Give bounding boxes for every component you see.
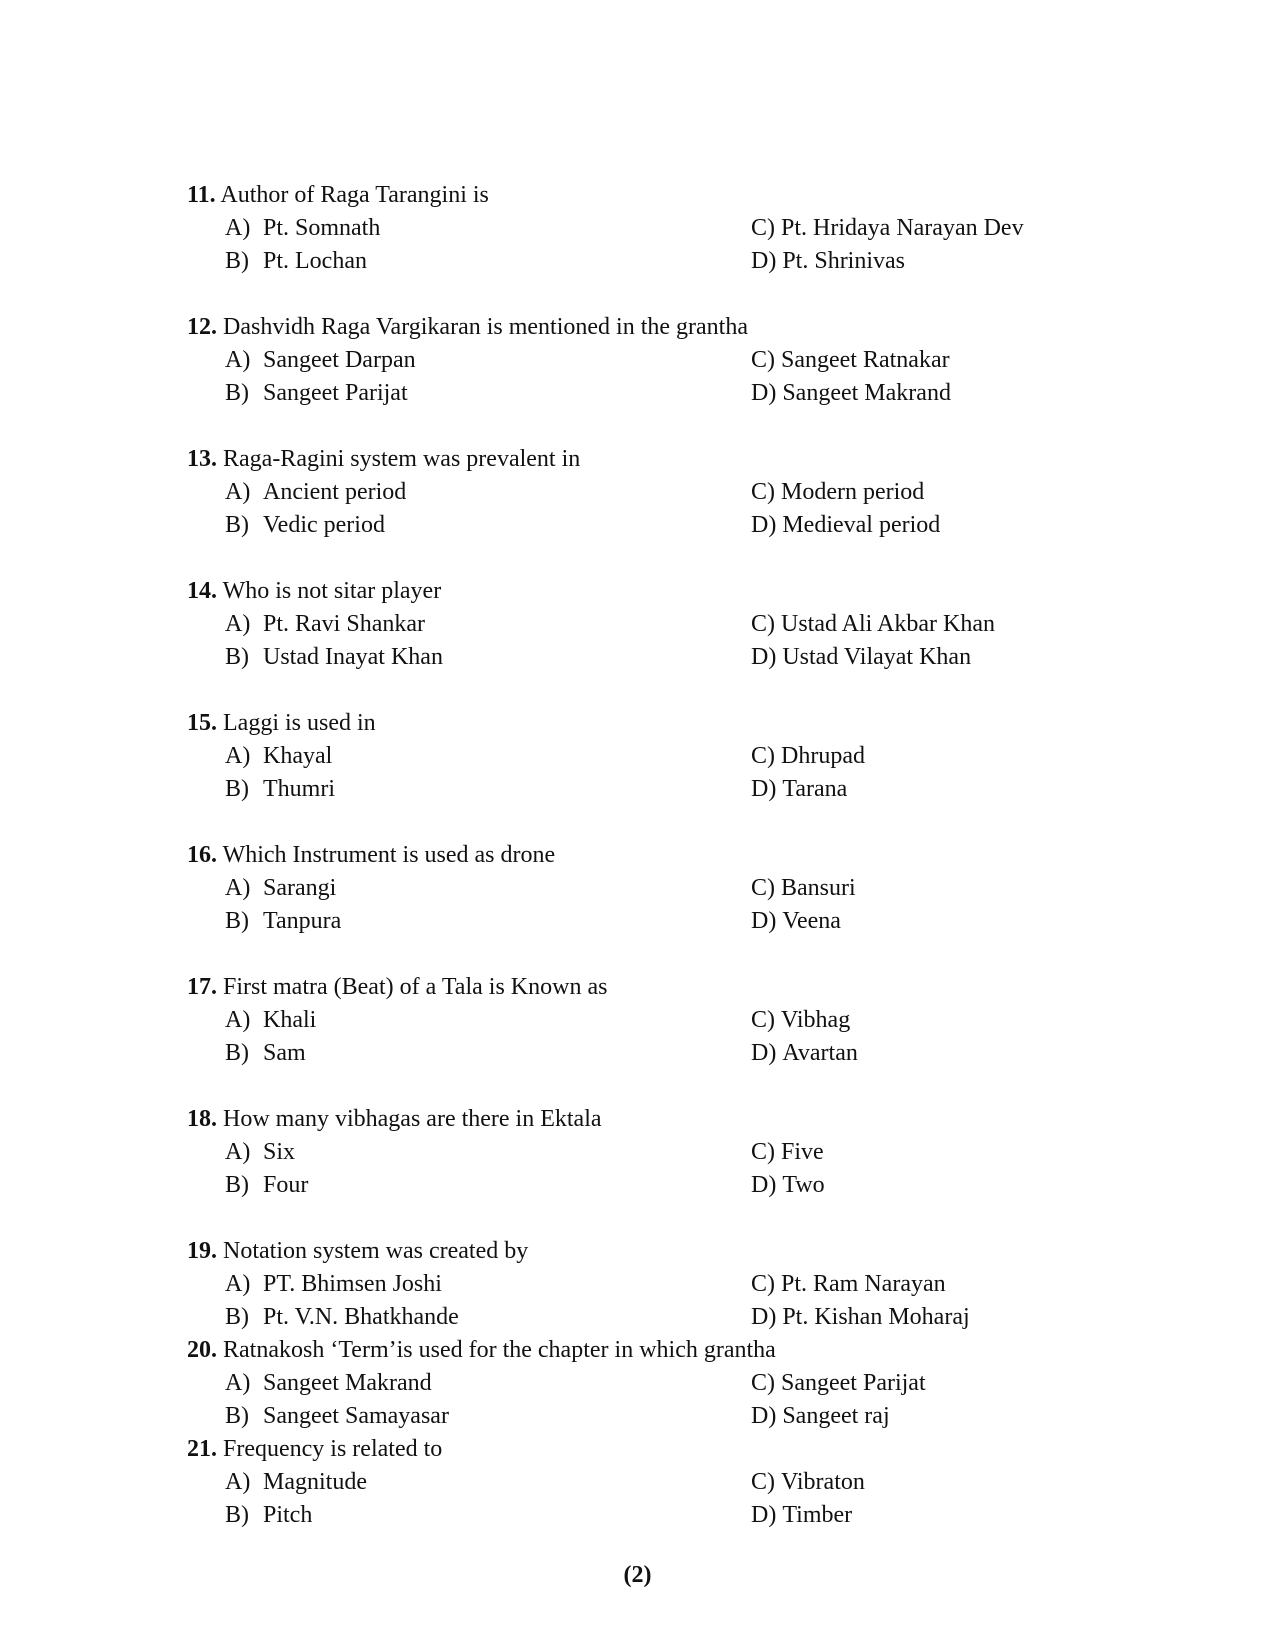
page-number: (2) <box>623 1562 652 1588</box>
question-number: 16. <box>187 842 217 868</box>
option-c: C) Vibhag <box>751 1007 851 1033</box>
question-number: 20. <box>187 1337 217 1363</box>
option-b: B) Sangeet Parijat <box>225 380 408 406</box>
question-number: 17. <box>187 974 217 1000</box>
option-a: A) Pt. Ravi Shankar <box>225 611 425 637</box>
option-b: B) Sangeet Samayasar <box>225 1403 449 1429</box>
option-b: B) Ustad Inayat Khan <box>225 644 443 670</box>
option-b: B) Pitch <box>225 1502 313 1528</box>
question-text: Notation system was created by <box>223 1238 529 1264</box>
question-text: Raga-Ragini system was prevalent in <box>223 446 581 472</box>
option-d: D) Medieval period <box>751 512 941 538</box>
options <box>187 212 1087 278</box>
question-text: Who is not sitar player <box>222 578 442 604</box>
option-d: D) Two <box>751 1172 825 1198</box>
question-stem <box>187 575 1087 608</box>
question-19 <box>187 1235 1087 1334</box>
question-17 <box>187 971 1087 1070</box>
options <box>187 872 1087 938</box>
option-c: C) Pt. Hridaya Narayan Dev <box>751 215 1024 241</box>
question-text: How many vibhagas are there in Ektala <box>223 1106 602 1132</box>
question-number: 13. <box>187 446 217 472</box>
option-b: B) Thumri <box>225 776 335 802</box>
question-stem <box>187 179 1087 212</box>
option-d: D) Veena <box>751 908 841 934</box>
option-a: A) Ancient period <box>225 479 407 505</box>
option-c: C) Ustad Ali Akbar Khan <box>751 611 995 637</box>
option-a: A) Magnitude <box>225 1469 367 1495</box>
options <box>187 740 1087 806</box>
option-a: A) Sangeet Makrand <box>225 1370 432 1396</box>
question-number: 19. <box>187 1238 217 1264</box>
question-stem <box>187 1334 1087 1367</box>
question-16 <box>187 839 1087 938</box>
option-a: A) Pt. Somnath <box>225 215 381 241</box>
question-number: 11. <box>187 182 216 208</box>
options <box>187 1466 1087 1532</box>
question-12 <box>187 311 1087 410</box>
option-c: C) Pt. Ram Narayan <box>751 1271 946 1297</box>
option-a: A) PT. Bhimsen Joshi <box>225 1271 442 1297</box>
option-b: B) Four <box>225 1172 309 1198</box>
option-b: B) Tanpura <box>225 908 342 934</box>
question-stem <box>187 1103 1087 1136</box>
question-text: First matra (Beat) of a Tala is Known as <box>223 974 608 1000</box>
question-18 <box>187 1103 1087 1202</box>
option-c: C) Sangeet Parijat <box>751 1370 926 1396</box>
question-stem <box>187 1433 1087 1466</box>
option-c: C) Sangeet Ratnakar <box>751 347 950 373</box>
options <box>187 1268 1087 1334</box>
option-d: D) Pt. Shrinivas <box>751 248 906 274</box>
question-20 <box>187 1334 1087 1433</box>
question-stem <box>187 707 1087 740</box>
option-a: A) Six <box>225 1139 296 1165</box>
option-a: A) Khali <box>225 1007 317 1033</box>
question-number: 21. <box>187 1436 217 1462</box>
question-text: Frequency is related to <box>223 1436 443 1462</box>
option-b: B) Pt. Lochan <box>225 248 367 274</box>
option-d: D) Sangeet Makrand <box>751 380 951 406</box>
question-number: 18. <box>187 1106 217 1132</box>
options <box>187 476 1087 542</box>
question-number: 12. <box>187 314 217 340</box>
question-stem <box>187 839 1087 872</box>
question-text: Dashvidh Raga Vargikaran is mentioned in the grantha <box>223 314 748 340</box>
question-14 <box>187 575 1087 674</box>
option-a: A) Sarangi <box>225 875 337 901</box>
question-13 <box>187 443 1087 542</box>
options <box>187 344 1087 410</box>
question-stem <box>187 971 1087 1004</box>
option-b: B) Sam <box>225 1040 306 1066</box>
option-c: C) Vibraton <box>751 1469 865 1495</box>
question-stem <box>187 311 1087 344</box>
option-a: A) Khayal <box>225 743 333 769</box>
option-c: C) Dhrupad <box>751 743 865 769</box>
options <box>187 608 1087 674</box>
option-d: D) Pt. Kishan Moharaj <box>751 1304 970 1330</box>
question-21 <box>187 1433 1087 1532</box>
question-15 <box>187 707 1087 806</box>
option-b: B) Vedic period <box>225 512 385 538</box>
question-text: Ratnakosh ‘Term’is used for the chapter in which grantha <box>223 1337 776 1363</box>
option-d: D) Sangeet raj <box>751 1403 890 1429</box>
question-number: 14. <box>187 578 217 604</box>
options <box>187 1004 1087 1070</box>
option-b: B) Pt. V.N. Bhatkhande <box>225 1304 459 1330</box>
question-stem <box>187 1235 1087 1268</box>
option-a: A) Sangeet Darpan <box>225 347 416 373</box>
option-d: D) Tarana <box>751 776 848 802</box>
question-text: Laggi is used in <box>223 710 376 736</box>
question-number: 15. <box>187 710 217 736</box>
option-c: C) Bansuri <box>751 875 856 901</box>
option-c: C) Modern period <box>751 479 925 505</box>
option-d: D) Avartan <box>751 1040 858 1066</box>
option-c: C) Five <box>751 1139 824 1165</box>
option-d: D) Timber <box>751 1502 853 1528</box>
option-d: D) Ustad Vilayat Khan <box>751 644 972 670</box>
options <box>187 1367 1087 1433</box>
options <box>187 1136 1087 1202</box>
question-text: Author of Raga Tarangini is <box>220 182 489 208</box>
question-stem <box>187 443 1087 476</box>
question-11 <box>187 179 1087 278</box>
question-text: Which Instrument is used as drone <box>222 842 556 868</box>
